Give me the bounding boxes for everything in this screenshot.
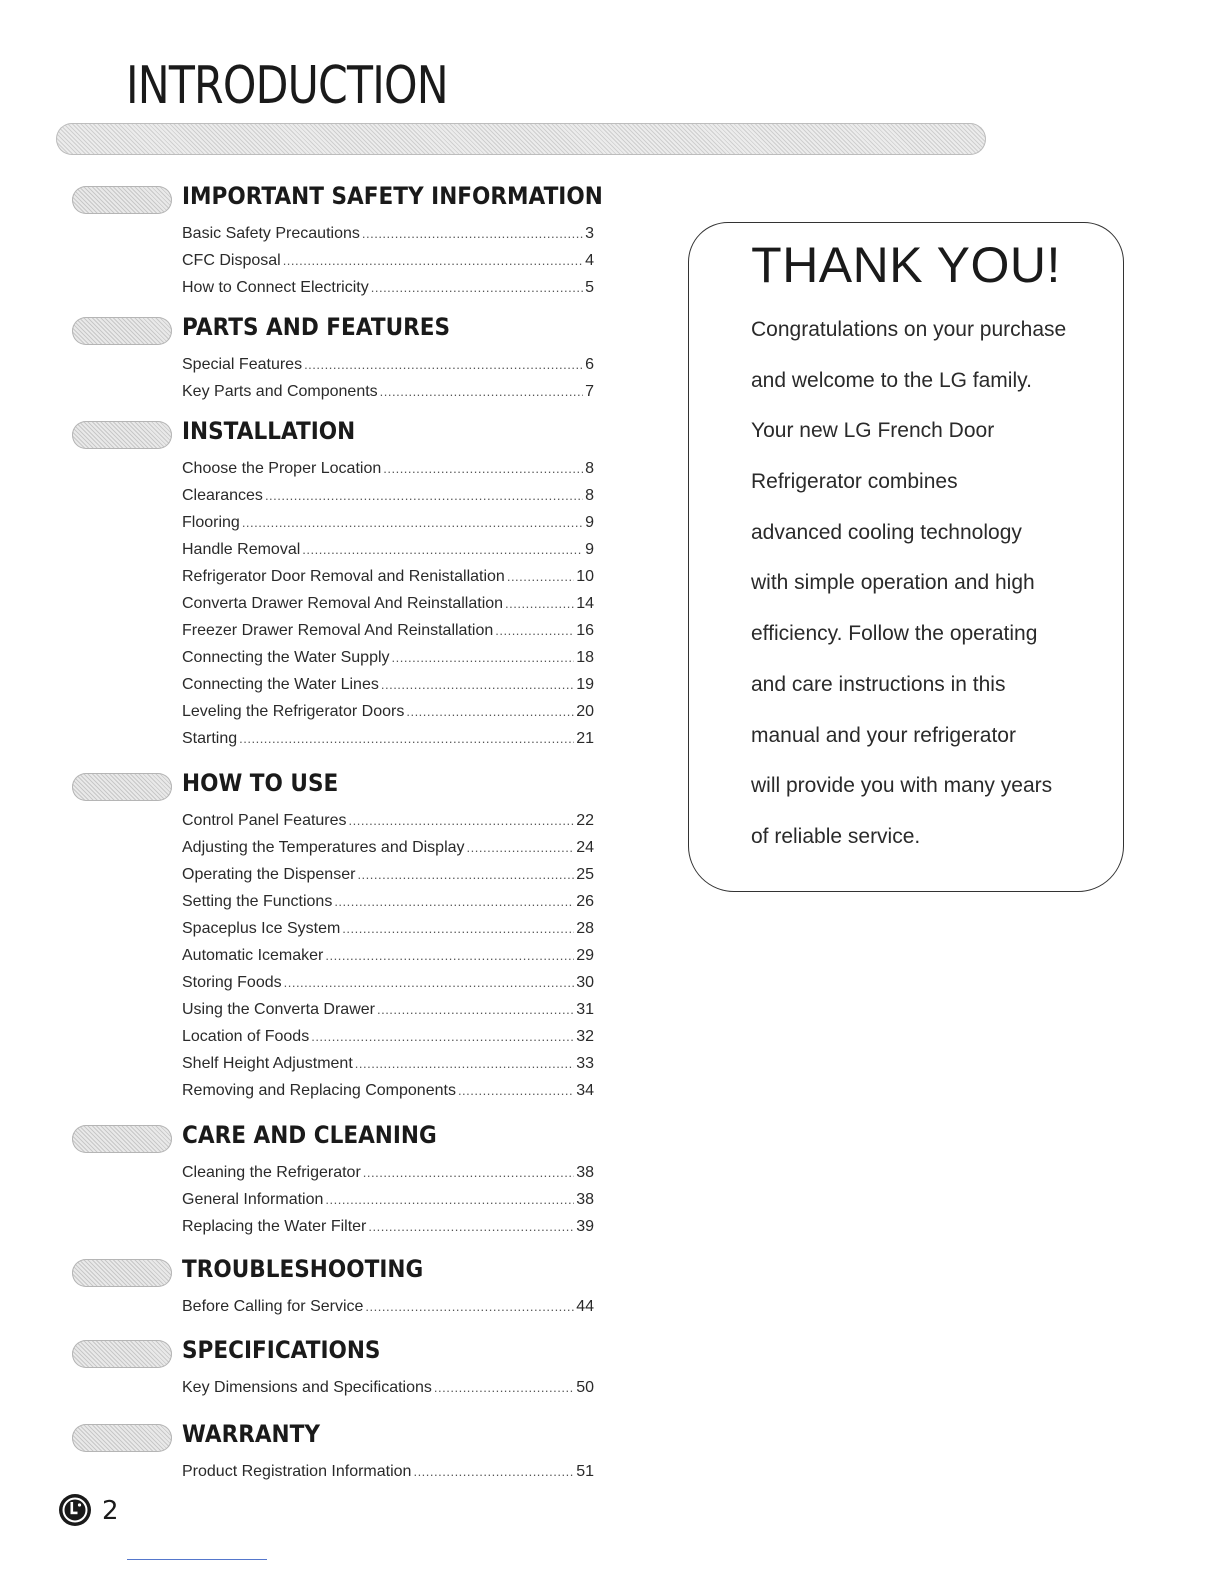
toc-entry-page: 8	[585, 487, 594, 504]
thank-you-line: Refrigerator combines	[751, 470, 958, 494]
dot-leader	[458, 1077, 574, 1104]
toc-entry-label: Refrigerator Door Removal and Renistallation	[182, 568, 505, 585]
section-title: WARRANTY	[182, 1420, 321, 1448]
thank-you-line: Your new LG French Door	[751, 419, 995, 443]
dot-leader	[325, 942, 574, 969]
toc-entry-label: Starting	[182, 730, 238, 747]
toc-entry-label: Choose the Proper Location	[182, 460, 382, 477]
toc-entry-label: Operating the Dispenser	[182, 866, 356, 883]
thank-you-line: Congratulations on your purchase	[751, 318, 1067, 341]
toc-entry	[182, 888, 594, 915]
section-pill-icon	[72, 1340, 172, 1368]
toc-entry-page: 19	[576, 676, 594, 693]
toc-entry-label: Control Panel Features	[182, 812, 347, 829]
dot-leader	[495, 617, 574, 644]
toc-entry-page: 32	[576, 1028, 594, 1045]
dot-leader	[355, 1050, 574, 1077]
toc-entries	[182, 807, 594, 1104]
toc-entry-label: General Information	[182, 1191, 324, 1208]
section-title: IMPORTANT SAFETY INFORMATION	[182, 182, 603, 210]
toc-entry-page: 3	[585, 225, 594, 242]
toc-entry-page: 20	[576, 703, 594, 720]
toc-entry-label: Connecting the Water Supply	[182, 649, 390, 666]
title-banner-bar	[56, 123, 986, 155]
toc-entry-label: Replacing the Water Filter	[182, 1218, 367, 1235]
thank-you-line: and welcome to the LG family.	[751, 368, 1032, 392]
dot-leader	[283, 247, 583, 274]
toc-entry-label: Storing Foods	[182, 974, 282, 991]
toc-entry-page: 30	[576, 974, 594, 991]
dot-leader	[242, 509, 583, 536]
toc-entry	[182, 915, 594, 942]
toc-entry	[182, 455, 594, 482]
thank-you-line: efficiency. Follow the operating	[751, 622, 1038, 646]
toc-entry-page: 18	[576, 649, 594, 666]
toc-entry	[182, 671, 594, 698]
dot-leader	[334, 888, 574, 915]
toc-entries	[182, 220, 594, 301]
dot-leader	[311, 1023, 574, 1050]
toc-entry-label: Key Parts and Components	[182, 383, 378, 400]
dot-leader	[302, 536, 583, 563]
section-title: PARTS AND FEATURES	[182, 313, 451, 341]
toc-entry-page: 31	[576, 1001, 594, 1018]
dot-leader	[371, 274, 583, 301]
toc-entry	[182, 482, 594, 509]
toc-entry-label: Special Features	[182, 356, 303, 373]
toc-entries	[182, 1374, 594, 1401]
toc-entry-label: Clearances	[182, 487, 263, 504]
toc-entry-page: 8	[585, 460, 594, 477]
dot-leader	[381, 671, 574, 698]
toc-entry-label: Handle Removal	[182, 541, 301, 558]
section-pill-icon	[72, 1259, 172, 1287]
toc-entry	[182, 725, 594, 752]
dot-leader	[383, 455, 583, 482]
toc-entry	[182, 536, 594, 563]
dot-leader	[392, 644, 575, 671]
dot-leader	[363, 1159, 574, 1186]
toc-entry-page: 39	[576, 1218, 594, 1235]
thank-you-line: and care instructions in this	[751, 672, 1006, 696]
toc-entry-label: Flooring	[182, 514, 240, 531]
toc-entry	[182, 969, 594, 996]
toc-entry	[182, 1186, 594, 1213]
toc-entry-label: Setting the Functions	[182, 893, 333, 910]
toc-entry-label: Connecting the Water Lines	[182, 676, 379, 693]
toc-entry	[182, 617, 594, 644]
toc-entry-label: Automatic Icemaker	[182, 947, 324, 964]
dot-leader	[413, 1458, 574, 1485]
toc-entry	[182, 1374, 594, 1401]
toc-entry-page: 26	[576, 893, 594, 910]
toc-entry	[182, 563, 594, 590]
toc-entry-label: Adjusting the Temperatures and Display	[182, 839, 465, 856]
section-pill-icon	[72, 421, 172, 449]
toc-entry-label: Cleaning the Refrigerator	[182, 1164, 361, 1181]
thank-you-line: with simple operation and high	[751, 571, 1035, 595]
toc-entry-label: Shelf Height Adjustment	[182, 1055, 353, 1072]
toc-entry-page: 22	[576, 812, 594, 829]
section-pill-icon	[72, 1424, 172, 1452]
toc-entry-page: 34	[576, 1082, 594, 1099]
toc-entry-page: 10	[576, 568, 594, 585]
dot-leader	[362, 220, 583, 247]
dot-leader	[406, 698, 574, 725]
dot-leader	[505, 590, 574, 617]
toc-entry-page: 33	[576, 1055, 594, 1072]
toc-entry	[182, 590, 594, 617]
section-pill-icon	[72, 1125, 172, 1153]
dot-leader	[467, 834, 575, 861]
toc-entry-label: CFC Disposal	[182, 252, 281, 269]
toc-entry-page: 51	[576, 1463, 594, 1480]
toc-entry-page: 7	[585, 383, 594, 400]
toc-entry-page: 38	[576, 1164, 594, 1181]
toc-entry-label: How to Connect Electricity	[182, 279, 369, 296]
section-pill-icon	[72, 317, 172, 345]
dot-leader	[377, 996, 574, 1023]
dot-leader	[380, 378, 583, 405]
thank-you-line: manual and your refrigerator	[751, 723, 1016, 747]
toc-entry	[182, 274, 594, 301]
lg-logo-icon	[58, 1493, 92, 1527]
toc-entry	[182, 1458, 594, 1485]
toc-entry	[182, 644, 594, 671]
dot-leader	[365, 1293, 574, 1320]
dot-leader	[507, 563, 574, 590]
dot-leader	[239, 725, 574, 752]
toc-entry	[182, 509, 594, 536]
toc-entry-page: 24	[576, 839, 594, 856]
section-pill-icon	[72, 186, 172, 214]
toc-entry	[182, 247, 594, 274]
dot-leader	[357, 861, 574, 888]
toc-entry-page: 21	[576, 730, 594, 747]
section-pill-icon	[72, 773, 172, 801]
footer-rule	[127, 1559, 267, 1560]
page-number: 2	[102, 1496, 119, 1526]
toc-entry-label: Using the Converta Drawer	[182, 1001, 375, 1018]
toc-entries	[182, 1293, 594, 1320]
thank-you-message	[751, 312, 1066, 870]
toc-entry	[182, 1213, 594, 1240]
dot-leader	[304, 351, 583, 378]
toc-entry	[182, 861, 594, 888]
toc-entry-label: Removing and Replacing Components	[182, 1082, 456, 1099]
toc-entry-label: Location of Foods	[182, 1028, 310, 1045]
toc-entry	[182, 1050, 594, 1077]
dot-leader	[325, 1186, 574, 1213]
dot-leader	[434, 1374, 574, 1401]
section-title: CARE AND CLEANING	[182, 1121, 437, 1149]
toc-entry-page: 28	[576, 920, 594, 937]
toc-entry-label: Leveling the Refrigerator Doors	[182, 703, 405, 720]
thank-you-line: of reliable service.	[751, 824, 921, 848]
toc-entry	[182, 351, 594, 378]
toc-entries	[182, 351, 594, 405]
toc-entry-page: 14	[576, 595, 594, 612]
toc-entry-label: Before Calling for Service	[182, 1298, 364, 1315]
section-title: HOW TO USE	[182, 769, 339, 797]
section-title: INSTALLATION	[182, 417, 356, 445]
toc-entry-page: 9	[585, 541, 594, 558]
toc-entry	[182, 1077, 594, 1104]
dot-leader	[284, 969, 575, 996]
thank-you-title: THANK YOU!	[751, 237, 1061, 293]
toc-entry-page: 9	[585, 514, 594, 531]
toc-entry-label: Product Registration Information	[182, 1463, 412, 1480]
page-title: INTRODUCTION	[126, 56, 448, 116]
dot-leader	[349, 807, 575, 834]
toc-entry-label: Spaceplus Ice System	[182, 920, 341, 937]
toc-entry-page: 44	[576, 1298, 594, 1315]
dot-leader	[265, 482, 583, 509]
toc-entry	[182, 698, 594, 725]
toc-entry-page: 4	[585, 252, 594, 269]
toc-entry	[182, 1023, 594, 1050]
toc-entry-page: 50	[576, 1379, 594, 1396]
toc-entry	[182, 834, 594, 861]
dot-leader	[368, 1213, 574, 1240]
toc-entry	[182, 1293, 594, 1320]
toc-entry-label: Basic Safety Precautions	[182, 225, 360, 242]
toc-entries	[182, 1458, 594, 1485]
toc-entry	[182, 220, 594, 247]
toc-entry	[182, 942, 594, 969]
toc-entry-page: 38	[576, 1191, 594, 1208]
dot-leader	[342, 915, 574, 942]
toc-entry	[182, 807, 594, 834]
section-title: TROUBLESHOOTING	[182, 1255, 424, 1283]
toc-entry-label: Key Dimensions and Specifications	[182, 1379, 432, 1396]
toc-entry-page: 25	[576, 866, 594, 883]
toc-entries	[182, 455, 594, 752]
section-title: SPECIFICATIONS	[182, 1336, 381, 1364]
toc-entry	[182, 378, 594, 405]
toc-entry-page: 5	[585, 279, 594, 296]
toc-entry	[182, 1159, 594, 1186]
toc-entry-page: 6	[585, 356, 594, 373]
thank-you-line: will provide you with many years	[751, 774, 1053, 798]
thank-you-line: advanced cooling technology	[751, 520, 1022, 544]
toc-entry-page: 16	[576, 622, 594, 639]
toc-entry	[182, 996, 594, 1023]
toc-entry-page: 29	[576, 947, 594, 964]
toc-entry-label: Freezer Drawer Removal And Reinstallation	[182, 622, 494, 639]
toc-entries	[182, 1159, 594, 1240]
toc-entry-label: Converta Drawer Removal And Reinstallation	[182, 595, 504, 612]
